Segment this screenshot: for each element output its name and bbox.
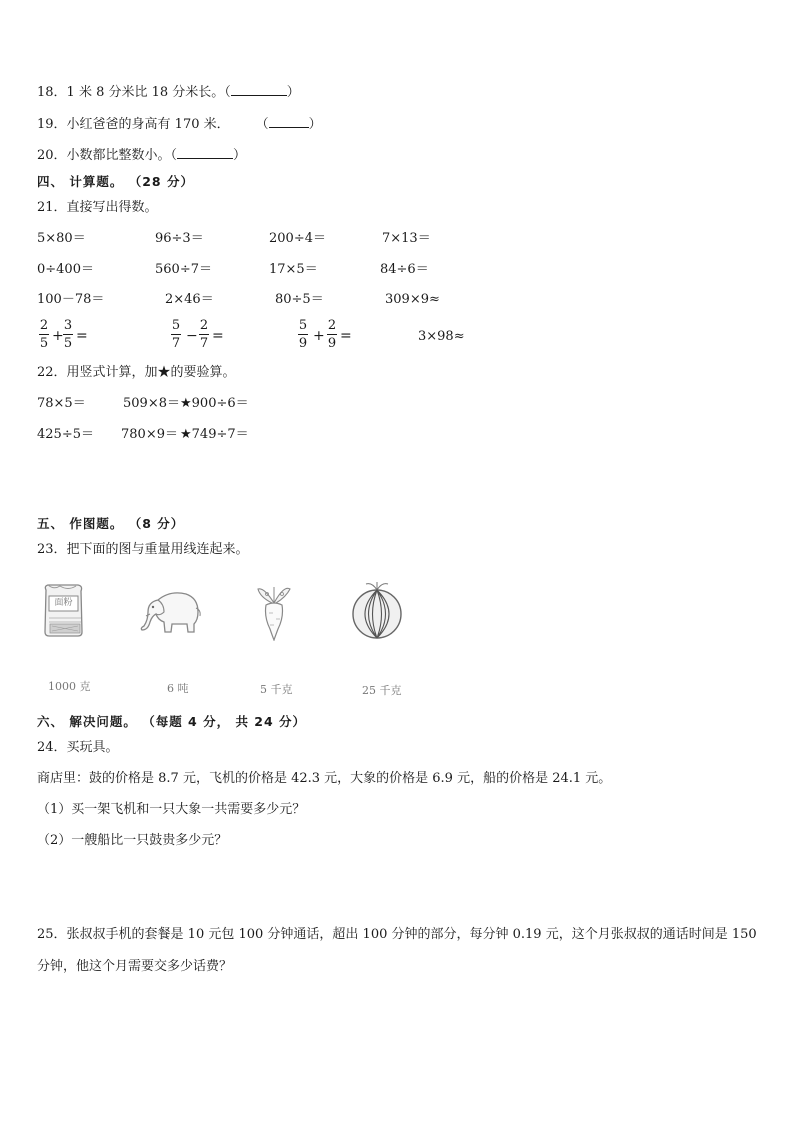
equals-sign: = bbox=[212, 328, 224, 344]
section-4-title: 四、 计算题。 （28 分） bbox=[37, 174, 194, 189]
question-21-title: 21．直接写出得数。 bbox=[37, 200, 158, 215]
question-23-title: 23．把下面的图与重量用线连起来。 bbox=[37, 542, 249, 557]
flour-bag-image[interactable] bbox=[40, 582, 88, 638]
calc-item: 425÷5＝ bbox=[37, 427, 94, 442]
question-24-sub2: （2）一艘船比一只鼓贵多少元？ bbox=[37, 833, 228, 848]
fraction bbox=[39, 318, 49, 351]
answer-blank[interactable] bbox=[177, 147, 233, 159]
calc-item: 7×13＝ bbox=[382, 231, 431, 246]
numerator: 5 bbox=[171, 318, 181, 333]
question-20-close: ） bbox=[233, 148, 247, 163]
numerator: 5 bbox=[298, 318, 308, 333]
question-24-title: 24．买玩具。 bbox=[37, 740, 119, 755]
flour-bag-label: 面粉 bbox=[54, 598, 73, 608]
calc-item: 200÷4＝ bbox=[269, 231, 326, 246]
weight-label: 5 千克 bbox=[260, 683, 293, 696]
answer-blank[interactable] bbox=[231, 84, 287, 96]
denominator: 5 bbox=[39, 336, 49, 351]
question-22-title: 22．用竖式计算，加★的要验算。 bbox=[37, 365, 236, 380]
calc-item: 96÷3＝ bbox=[155, 231, 204, 246]
denominator: 9 bbox=[298, 336, 308, 351]
weight-label: 1000 克 bbox=[48, 680, 91, 693]
question-20-text: 20．小数都比整数小。（ bbox=[37, 148, 178, 163]
plus-sign: + bbox=[313, 328, 325, 344]
question-18-text: 18．1 米 8 分米比 18 分米长。（ bbox=[37, 85, 231, 100]
calc-item: 2×46＝ bbox=[165, 292, 214, 307]
denominator: 7 bbox=[171, 336, 181, 351]
numerator: 2 bbox=[327, 318, 337, 333]
minus-sign: − bbox=[186, 328, 198, 344]
calc-item: 780×9＝ bbox=[121, 427, 178, 442]
question-19-text: 19．小红爸爸的身高有 170 米． bbox=[37, 117, 230, 132]
calc-item: 0÷400＝ bbox=[37, 262, 94, 277]
question-19 bbox=[37, 116, 322, 133]
section-6-title: 六、 解决问题。 （每题 4 分， 共 24 分） bbox=[37, 714, 307, 729]
weight-label: 25 千克 bbox=[362, 684, 402, 697]
question-19-close: ） bbox=[308, 117, 322, 132]
calc-item: 84÷6＝ bbox=[380, 262, 429, 277]
elephant-icon[interactable] bbox=[136, 586, 202, 636]
denominator: 9 bbox=[327, 336, 337, 351]
fraction bbox=[199, 318, 209, 351]
calc-item: 80÷5＝ bbox=[275, 292, 324, 307]
question-18-close: ） bbox=[286, 85, 300, 100]
fraction bbox=[327, 318, 337, 351]
calc-item: 17×5＝ bbox=[269, 262, 318, 277]
calc-item: ★749÷7＝ bbox=[180, 427, 249, 442]
numerator: 3 bbox=[63, 318, 73, 333]
numerator: 2 bbox=[39, 318, 49, 333]
fraction bbox=[298, 318, 308, 351]
fraction bbox=[63, 318, 73, 351]
calc-item: 5×80＝ bbox=[37, 231, 86, 246]
answer-blank[interactable] bbox=[269, 116, 309, 128]
calc-item: 3×98≈ bbox=[418, 329, 465, 344]
question-25-line2: 分钟，他这个月需要交多少话费？ bbox=[37, 959, 233, 974]
question-18 bbox=[37, 84, 300, 101]
radish-icon[interactable] bbox=[254, 583, 294, 641]
equals-sign: = bbox=[76, 328, 88, 344]
calc-item: 560÷7＝ bbox=[155, 262, 212, 277]
section-5-title: 五、 作图题。 （8 分） bbox=[37, 516, 185, 531]
equals-sign: = bbox=[340, 328, 352, 344]
fraction bbox=[171, 318, 181, 351]
calc-item: 78×5＝ bbox=[37, 396, 86, 411]
weight-label: 6 吨 bbox=[167, 682, 189, 695]
denominator: 7 bbox=[199, 336, 209, 351]
question-24-shop: 商店里：鼓的价格是 8.7 元，飞机的价格是 42.3 元，大象的价格是 6.9 元，船的价格是 24.1 元。 bbox=[37, 771, 612, 786]
calc-item: 309×9≈ bbox=[385, 292, 440, 307]
watermelon-icon[interactable] bbox=[350, 580, 404, 640]
question-19-open: （ bbox=[255, 117, 269, 132]
denominator: 5 bbox=[63, 336, 73, 351]
plus-sign: + bbox=[52, 328, 64, 344]
calc-item: ★900÷6＝ bbox=[180, 396, 249, 411]
numerator: 2 bbox=[199, 318, 209, 333]
calc-item: 100－78＝ bbox=[37, 292, 105, 307]
calc-item: 509×8＝ bbox=[123, 396, 180, 411]
question-20 bbox=[37, 147, 246, 164]
question-24-sub1: （1）买一架飞机和一只大象一共需要多少元？ bbox=[37, 802, 306, 817]
question-25-line1: 25．张叔叔手机的套餐是 10 元包 100 分钟通话，超出 100 分钟的部分，每分钟 0.19 元，这个月张叔叔的通话时间是 150 bbox=[37, 927, 757, 942]
